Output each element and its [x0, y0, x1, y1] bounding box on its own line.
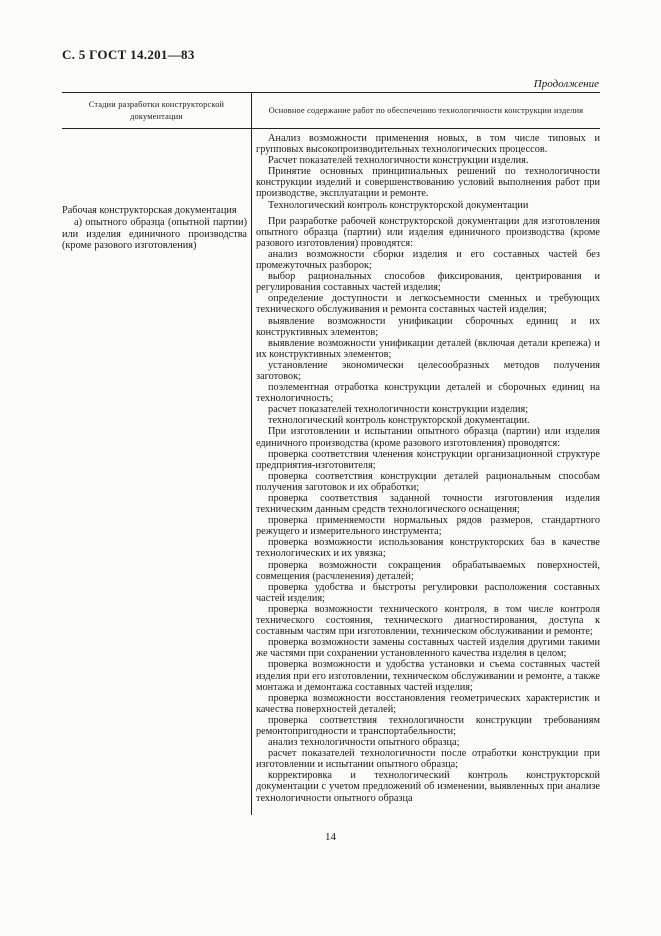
paragraph: При разработке рабочей конструкторской документации для изготовления опытного образца (партии) или изделия единичного производства (кроме разового изготовления) проводятся:	[256, 215, 600, 249]
paragraph: Принятие основных принципиальных решений по технологичности конструкции изделий и совершенствованию условий выполнения работ при производстве, эксплуатации и ремонте.	[256, 166, 600, 200]
stage-title: Рабочая конструкторская документация	[62, 205, 237, 216]
paragraph: корректировка и технологический контроль конструкторской документации с учетом предложений об изменении, выявленных при анализе технологичности опытного образца	[256, 770, 600, 804]
paragraph: Расчет показателей технологичности конструкции изделия.	[268, 155, 529, 167]
paragraph: При изготовлении и испытании опытного образца (партии) или изделия единичного производства (кроме разового изготовления) проводятся:	[256, 426, 600, 449]
paragraph: проверка возможности и удобства установки и съема составных частей изделия при его изготовлении, техническом обслуживании и ремонте, а также монтажа и демонтажа составных частей изделия;	[256, 659, 600, 693]
paragraph: проверка соответствия заданной точности изготовления изделия техническим данным средств технологического оснащения;	[256, 493, 600, 516]
paragraph: выявление возможности унификации сборочных единиц и их конструктивных элементов;	[256, 315, 600, 338]
continuation-label: Продолжение	[533, 78, 599, 90]
paragraph: проверка соответствия членения конструкции организационной структуре предприятия-изготовителя;	[256, 448, 600, 471]
paragraph: расчет показателей технологичности после отработки конструкции при изготовлении и испытании опытного образца;	[256, 748, 600, 771]
paragraph: выбор рациональных способов фиксирования, центрирования и регулирования составных частей изделия;	[256, 271, 600, 294]
paragraph: выявление возможности унификации деталей (включая детали крепежа) и их конструктивных элементов;	[256, 337, 600, 360]
page-header: С. 5 ГОСТ 14.201—83	[62, 47, 195, 62]
paragraph: проверка применяемости нормальных рядов размеров, стандартного режущего и измерительного инструмента;	[256, 515, 600, 538]
page-number: 14	[325, 831, 336, 843]
paragraph: Анализ возможности применения новых, в том числе типовых и групповых высокопроизводительных технологических процессов.	[256, 133, 600, 156]
content-cell	[252, 129, 600, 815]
content-table	[62, 92, 600, 815]
intro-paragraphs	[256, 133, 600, 211]
paragraph: проверка удобства и быстроты регулировки расположения составных частей изделия;	[256, 581, 600, 604]
paragraph: технологический контроль конструкторской документации.	[268, 415, 530, 427]
paragraph: проверка возможности сокращения обрабатываемых поверхностей, совмещения (расчленения) деталей;	[256, 559, 600, 582]
paragraph: поэлементная отработка конструкции деталей и сборочных единиц на технологичность;	[256, 382, 600, 405]
paragraph: проверка возможности замены составных частей изделия другими такими же частями при сохранении установленного качества изделия в целом;	[256, 637, 600, 660]
paragraph: проверка соответствия конструкции деталей рациональным способам получения заготовок и их обработки;	[256, 470, 600, 493]
table-body	[62, 129, 600, 815]
paragraph: проверка возможности восстановления геометрических характеристик и качества поверхностей деталей;	[256, 692, 600, 715]
paragraph: Технологический контроль конструкторской документации	[268, 199, 529, 211]
paragraph: определение доступности и легкосъемности сменных и требующих технического обслуживания и ремонта составных частей изделия;	[256, 293, 600, 316]
paragraph: проверка соответствия технологичности конструкции требованиям ремонтопригодности и транспортабельности;	[256, 714, 600, 737]
main-paragraphs	[256, 216, 600, 804]
table-header	[62, 92, 600, 129]
stage-subitem: а) опытного образца (опытной партии) или изделия единичного производства (кроме разового изготовления)	[62, 216, 247, 252]
column-header-stages: Стадии разработки конструкторской документации	[62, 93, 252, 128]
paragraph: установление экономически целесообразных методов получения заготовок;	[256, 359, 600, 382]
paragraph: проверка возможности использования конструкторских баз в качестве технологических и их увязка;	[256, 537, 600, 560]
stage-cell	[62, 129, 252, 815]
paragraph: проверка возможности технического контроля, в том числе контроля технического состояния, технического диагностирования, доступа к составным частям при изготовлении, техническом обслуживании и ремонте;	[256, 603, 600, 638]
paragraph: анализ возможности сборки изделия и его составных частей без промежуточных разборок;	[256, 248, 600, 272]
paragraph: расчет показателей технологичности конструкции изделия;	[268, 404, 529, 416]
column-header-content: Основное содержание работ по обеспечению технологичности конструкции изделия	[268, 105, 584, 115]
paragraph: анализ технологичности опытного образца;	[268, 737, 460, 749]
